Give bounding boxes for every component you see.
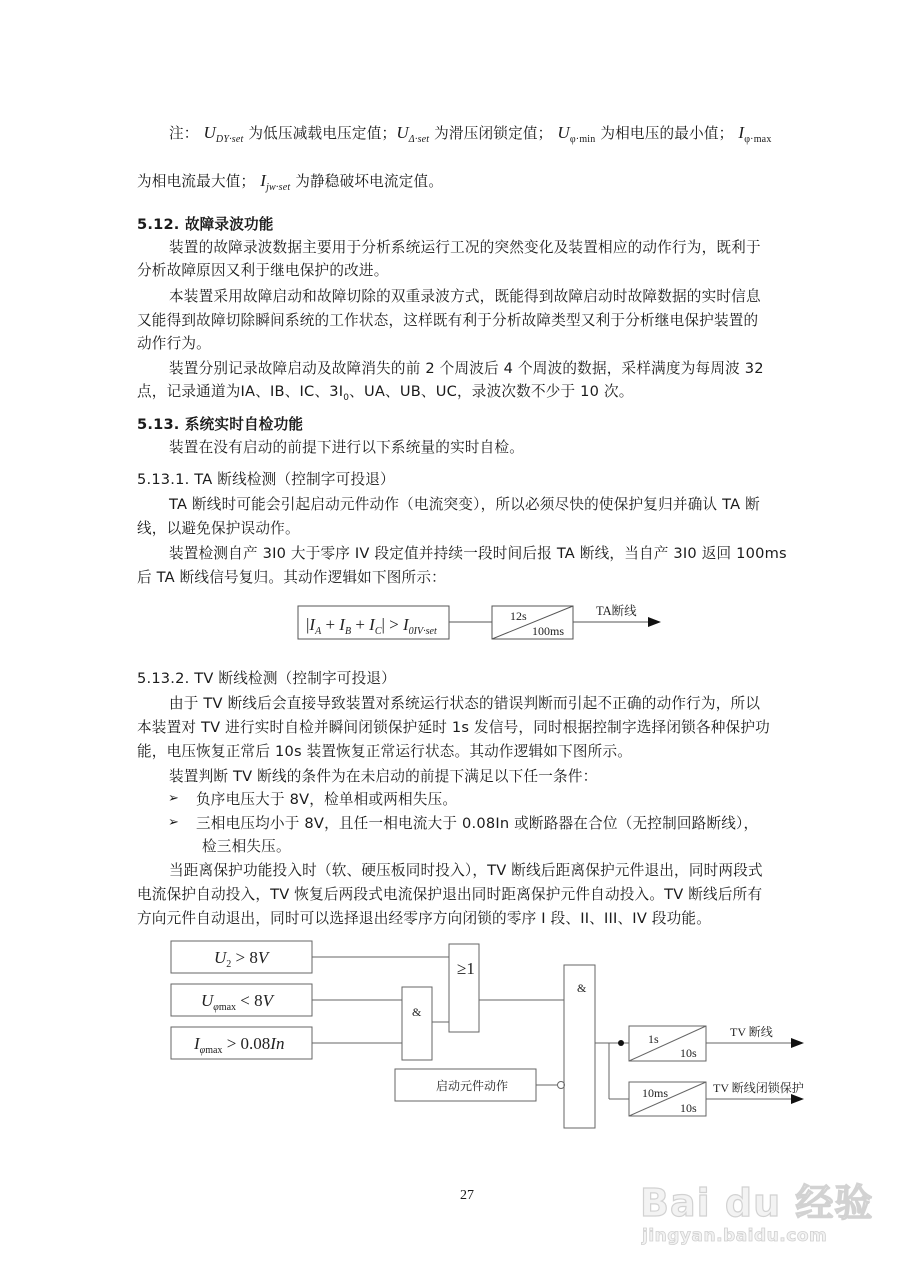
paragraph-line: 电流保护自动投入，TV 恢复后两段式电流保护退出同时距离保护元件自动投入。TV 断线后所有 [137, 886, 763, 903]
symbol-u-dy: U [203, 123, 216, 142]
paragraph-line: 后 TA 断线信号复归。其动作逻辑如下图所示： [137, 569, 446, 586]
bullet-item: 三相电压均小于 8V，且任一相电流大于 0.08In 或断路器在合位（无控制回路断线）， [196, 815, 759, 832]
symbol-subscript: jw·set [266, 182, 291, 193]
bullet-arrow-icon: ➢ [168, 815, 179, 830]
page-number: 27 [460, 1188, 474, 1203]
tv-main-and-label: & [577, 981, 587, 995]
symbol-subscript: φ·max [744, 134, 772, 145]
bullet-item-continuation: 检三相失压。 [202, 838, 291, 855]
text-span: 、UA、UB、UC，录波次数不少于 10 次。 [349, 383, 634, 400]
inverter-circle [558, 1082, 565, 1089]
tv-cond2-text: $U_\varphi\max < 8V$ [201, 991, 274, 1013]
ta-output-label: TA断线 [596, 604, 637, 618]
paragraph-line: 分析故障原因又利于继电保护的改进。 [137, 262, 389, 279]
ta-condition-text: $|I_A + I_B + I_C| > I_{0IV\cdot set}$ [306, 615, 437, 637]
paragraph-line: 装置检测自产 3I0 大于零序 IV 段定值并持续一段时间后报 TA 断线，当自产 3I0 返回 100ms [169, 545, 787, 562]
bullet-arrow-icon: ➢ [168, 791, 179, 806]
paragraph-line: 装置在没有启动的前提下进行以下系统量的实时自检。 [169, 439, 525, 456]
subscript: 0 [343, 392, 350, 403]
bullet-item: 负序电压大于 8V，检单相或两相失压。 [196, 791, 458, 808]
tv-timer1-pickup: 1s [648, 1032, 659, 1046]
tv-timer2-dropout: 10s [680, 1101, 697, 1115]
arrow-icon [791, 1038, 804, 1048]
symbol-subscript: Δ·set [408, 134, 430, 145]
paragraph-line: 本装置采用故障启动和故障切除的双重录波方式，既能得到故障启动时故障数据的实时信息 [169, 288, 761, 305]
arrow-icon [791, 1094, 804, 1104]
tv-timer1-dropout: 10s [680, 1046, 697, 1060]
tv-or-gate [449, 944, 479, 1032]
paragraph-line: 又能得到故障切除瞬间系统的工作状态，这样既有利于分析故障类型又利于分析继电保护装置的 [137, 312, 759, 329]
tv-and-gate-1-label: & [412, 1005, 422, 1019]
junction-dot [618, 1040, 624, 1046]
tv-cond3-text: $I_\varphi\max > 0.08In$ [194, 1034, 285, 1056]
paragraph-line: 装置的故障录波数据主要用于分析系统运行工况的突然变化及装置相应的动作行为，既利于 [169, 239, 761, 256]
note-text: 为滑压闭锁定值； [434, 125, 553, 142]
symbol-i-phi-max: I [738, 123, 745, 142]
paragraph-line: TA 断线时可能会引起启动元件动作（电流突变），所以必须尽快的使保护复归并确认 TA 断 [169, 496, 760, 513]
symbol-u-delta: U [396, 123, 409, 142]
paragraph-line: 能，电压恢复正常后 10s 装置恢复正常运行状态。其动作逻辑如下图所示。 [137, 743, 633, 760]
text-span: 点，记录通道为IA、IB、IC、3I [137, 383, 344, 400]
symbol-subscript: φ·min [569, 134, 596, 145]
note-prefix: 注： [169, 125, 199, 142]
tv-cond1-text: $U_2 > 8V$ [214, 948, 269, 970]
section-heading-5-13-2: 5.13.2. TV 断线检测（控制字可投退） [137, 670, 396, 687]
paragraph-line: 方向元件自动退出，同时可以选择退出经零序方向闭锁的零序 I 段、II、III、IV 段功能。 [137, 910, 712, 927]
ta-timer-dropout: 100ms [532, 624, 565, 638]
paragraph-line: 装置分别记录故障启动及故障消失的前 2 个周波后 4 个周波的数据，采样满度为每周波 32 [169, 360, 764, 377]
tv-and-gate-1 [402, 987, 432, 1060]
note-text: 为静稳破坏电流定值。 [295, 173, 444, 190]
note-text: 为相电压的最小值； [600, 125, 734, 142]
section-heading-5-13: 5.13. 系统实时自检功能 [137, 416, 304, 433]
tv-timer1-output: TV 断线 [730, 1025, 773, 1039]
paragraph-line: 动作行为。 [137, 335, 211, 352]
section-heading-5-12: 5.12. 故障录波功能 [137, 216, 274, 233]
note-text: 为相电流最大值； [137, 173, 256, 190]
tv-start-element-label: 启动元件动作 [436, 1079, 509, 1093]
tv-or-gate-label: ≥1 [457, 959, 475, 978]
tv-timer2-pickup: 10ms [642, 1086, 669, 1100]
paragraph-line: 装置判断 TV 断线的条件为在未启动的前提下满足以下任一条件： [169, 768, 598, 785]
baidu-watermark-logo: Bai du 经验 [640, 1181, 874, 1225]
paragraph-line: 本装置对 TV 进行实时自检并瞬间闭锁保护延时 1s 发信号，同时根据控制字选择闭锁各种保护功 [137, 719, 770, 736]
tv-timer2-output: TV 断线闭锁保护 [713, 1081, 804, 1095]
section-heading-5-13-1: 5.13.1. TA 断线检测（控制字可投退） [137, 471, 395, 488]
paragraph-line: 由于 TV 断线后会直接导致装置对系统运行状态的错误判断而引起不正确的动作行为，所以 [169, 695, 761, 712]
symbol-u-phi-min: U [557, 123, 570, 142]
paragraph-line: 线，以避免保护误动作。 [137, 520, 300, 537]
symbol-subscript: DY·set [215, 134, 244, 145]
symbol-i-jw: I [260, 171, 267, 190]
baidu-watermark-url: jingyan.baidu.com [642, 1226, 828, 1246]
note-text: 为低压减载电压定值； [248, 125, 397, 142]
paragraph-line: 当距离保护功能投入时（软、硬压板同时投入），TV 断线后距离保护元件退出，同时两段式 [169, 862, 763, 879]
ta-timer-pickup: 12s [510, 609, 527, 623]
